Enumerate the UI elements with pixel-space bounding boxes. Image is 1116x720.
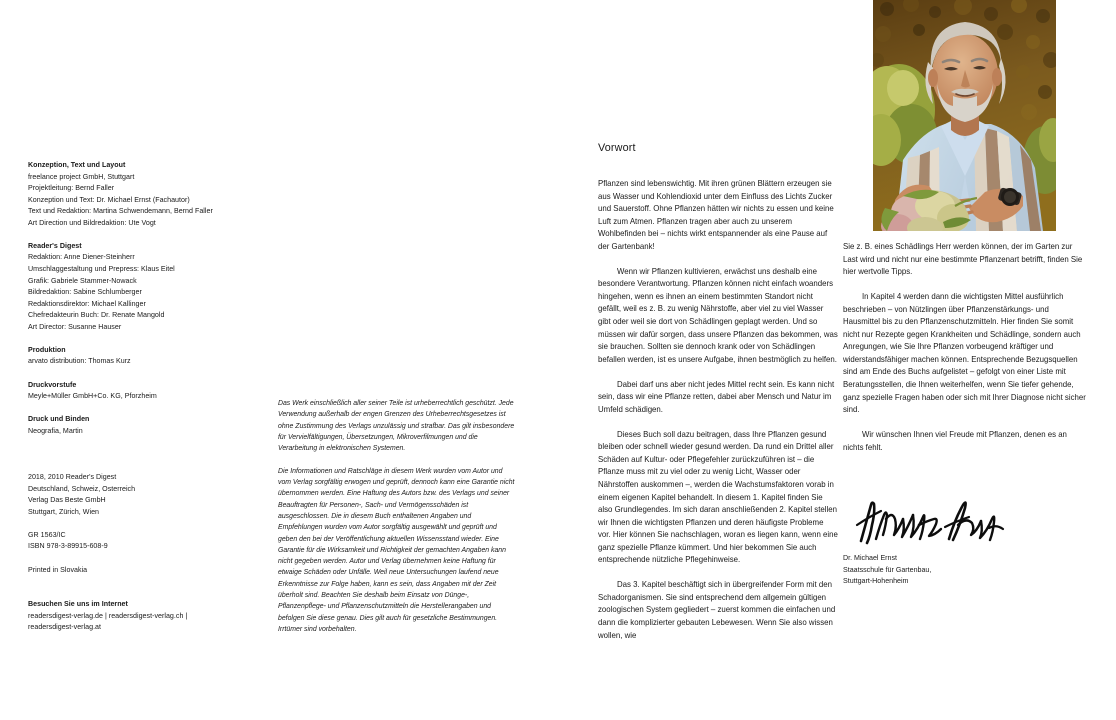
author-portrait-photo [873,0,1056,231]
isbn-line: ISBN 978-3-89915-608-9 [28,542,108,551]
handwritten-signature-icon [853,495,1008,547]
foreword-column-first [598,178,838,642]
imprint-column [28,160,268,634]
imprint-line: Meyle+Müller GmbH+Co. KG, Pforzheim [28,392,157,401]
imprint-line: Redaktion: Anne Diener-Steinherr [28,253,135,262]
copyright-line: Stuttgart, Zürich, Wien [28,507,100,516]
signature-block [843,495,1073,588]
imprint-heading: Konzeption, Text und Layout [28,161,126,169]
imprint-line: Chefredakteurin Buch: Dr. Renate Mangold [28,311,165,320]
imprint-identifiers [28,530,268,553]
copyright-line: 2018, 2010 Reader's Digest [28,473,117,482]
foreword-paragraph: Dabei darf uns aber nicht jedes Mittel recht sein. Es kann nicht sein, dass wir eine Pflanze retten, dabei aber Mensch und Natur im Umfeld schädigen. [598,379,835,414]
legal-notice-column [278,398,516,635]
author-location: Stuttgart-Hohenheim [843,577,909,585]
imprint-heading: Druck und Binden [28,415,90,424]
foreword-title: Vorwort [598,142,636,154]
imprint-heading: Produktion [28,345,66,354]
foreword-paragraph: Sie z. B. eines Schädlings Herr werden können, der im Garten zur Last wird und nicht nur eine bestimmte Pflanzenart betrifft, finden Sie hier wertvolle Tipps. [843,242,1083,277]
imprint-block-druckvorstufe [28,380,268,403]
copyright-line: Verlag Das Beste GmbH [28,496,106,505]
imprint-line: Konzeption und Text: Dr. Michael Ernst (Fachautor) [28,195,190,204]
identifier-line: GR 1563/IC [28,530,66,539]
website-link[interactable]: readersdigest-verlag.at [28,623,102,632]
foreword-paragraph: Wenn wir Pflanzen kultivieren, erwächst uns deshalb eine besondere Verantwortung. Pflanzen können nicht einfach woanders hingehen, wenn es ihnen an einem bestimmten Standort nicht gefällt, weil es z. B. zu wenig Nährstoffe, aber viel zu viel Wasser gibt oder weil sie dort von Schädlingen geplagt werden. Und so müssen wir dafür sorgen, dass unsere Pflanzen das bekommen, was sie brauchen. Sollten sie dennoch krank oder von Schädlingen befallen werden, ist es unsere Aufgabe, ihnen bestmöglich zu helfen. [598,266,838,364]
imprint-printed [28,565,268,577]
imprint-line: Neografia, Martin [28,426,83,435]
imprint-copyright [28,472,268,518]
imprint-line: Umschlaggestaltung und Prepress: Klaus Eitel [28,264,175,273]
imprint-spacer [28,461,268,473]
foreword-paragraph: Pflanzen sind lebenswichtig. Mit ihren grünen Blättern erzeugen sie aus Wasser und Kohlendioxid unter dem Einfluss des Lichts Zucker und Sauerstoff. Ohne Pflanzen hätten wir nichts zu essen und keine Luft zum Atmen. Pflanzen tragen aber auch zu unserem Wohlbefinden bei – nichts wirkt entspannender als eine Pause auf der Gartenbank! [598,179,834,251]
copyright-line: Deutschland, Schweiz, Osterreich [28,484,136,493]
imprint-line: Bildredaktion: Sabine Schlumberger [28,288,142,297]
foreword-column-second [843,241,1086,454]
imprint-line: Grafik: Gabriele Stammer-Nowack [28,276,137,285]
imprint-line: Redaktionsdirektor: Michael Kallinger [28,299,146,308]
author-name: Dr. Michael Ernst [843,554,898,562]
foreword-paragraph: Dieses Buch soll dazu beitragen, dass Ihre Pflanzen gesund bleiben oder schnell wieder gesund werden. Da rund ein Drittel aller Schäden auf Kultur- oder Pflegefehler zurückzuführen ist – die Pflanze muss mit zu viel oder zu wenig Licht, Wasser oder Nährstoffen auskommen –, werden die Wachstumsfaktoren vorab in einem eigenen Kapitel behandelt. In diesem 1. Kapitel finden Sie also Grundlegendes. Im sich daran anschließenden 2. Kapitel stellen wir Ihnen die wichtigsten Pflanzen und deren häufigste Probleme vor. Hier können Sie nachschlagen, woran es liegen kann, wenn eine ganz spezielle Pflanze kümmert. Und hier bekommen Sie auch entsprechende nützliche Pflegehinweise. [598,429,838,565]
imprint-heading: Druckvorstufe [28,380,77,389]
website-link[interactable]: readersdigest-verlag.de | readersdigest-verlag.ch | [28,611,188,620]
imprint-line: Art Direction und Bildredaktion: Ute Vogt [28,218,156,227]
signature-name-block [843,553,1073,588]
imprint-block-konzeption [28,160,268,229]
imprint-internet [28,599,268,634]
foreword-paragraph: Das 3. Kapitel beschäftigt sich in übergreifender Form mit den Schadorganismen. Sie sind entsprechend dem allgemein gültigen zoologischen System gegliedert – zuerst kommen die einfachen und dann die komplizierter gebauten Lebewesen. Wenn Sie also wissen wollen, wie [598,580,836,640]
imprint-line: Projektleitung: Bernd Faller [28,184,115,193]
printed-line: Printed in Slovakia [28,565,88,574]
legal-paragraph: Die Informationen und Ratschläge in diesem Werk wurden vom Autor und vom Verlag sorgfältig erwogen und geprüft, dennoch kann eine Garantie nicht übernommen werden. Eine Haftung des Autors bzw. des Verlags und seiner Beauftragten für Personen-, Sach- und Vermögensschäden ist ausgeschlossen. Die in diesem Buch enthaltenen Angaben und Empfehlungen wurden vom Autor sorgfältig ausgewählt und geprüft und geben den bei der Veröffentlichung aktuellen Wissensstand wieder. Eine Garantie für die Wirksamkeit und Richtigkeit der gemachten Angaben kann nicht gegeben werden. Autor und Verlag übernehmen keine Haftung für etwaige Schäden oder Unfälle. Weil neue Untersuchungen laufend neue Erkenntnisse zur Folge haben, kann es sein, dass Angaben mit der Zeit überholt sind. Beachten Sie deshalb beim Einsatz von Dünge-, Pflanzenpflege- und Pflanzenschutzmitteln die Herstellerangaben und befolgen Sie diese genau. Dies gilt auch für gesetzliche Bestimmungen. Irrtümer sind vorbehalten. [278,467,515,633]
legal-paragraph: Das Werk einschließlich aller seiner Teile ist urheberrechtlich geschützt. Jede Verwendung außerhalb der engen Grenzen des Urheberrechtsgesetzes ist ohne Zustimmung des Verlags unzulässig und strafbar. Das gilt insbesondere für Vervielfältigungen, Übersetzungen, Mikroverfilmungen und die Verarbeitung in elektronischen Systemen. [278,400,515,453]
author-portrait-illustration [873,0,1056,231]
imprint-line: Text und Redaktion: Martina Schwendemann, Bernd Faller [28,207,213,216]
author-affiliation: Staatsschule für Gartenbau, [843,565,932,574]
imprint-line: arvato distribution: Thomas Kurz [28,357,131,366]
foreword-paragraph: In Kapitel 4 werden dann die wichtigsten Mittel ausführlich beschrieben – von Nützlingen über Pflanzenstärkungs- und Hausmittel bis zu den Pflanzenschutzmitteln. Hier finden Sie somit nicht nur Rezepte gegen Krankheiten und Schädlinge, sondern auch Anregungen, wie Sie Ihre Pflanzen vorbeugend kräftiger und widerstandsfähiger machen können. Entsprechende Bezugsquellen sind am Ende des Buchs aufgelistet – gefolgt von einer Liste mit Beratungsstellen, die Ihnen weiterhelfen, wenn Sie tiefer gehende, ganz spezielle Fragen haben oder sich mit Ihrer Diagnose nicht sicher sind. [843,292,1086,415]
imprint-spacer [28,449,268,461]
imprint-heading: Reader's Digest [28,241,82,250]
foreword-paragraph: Wir wünschen Ihnen viel Freude mit Pflanzen, denen es an nichts fehlt. [843,430,1067,452]
internet-heading: Besuchen Sie uns im Internet [28,600,128,609]
imprint-spacer [28,588,268,600]
imprint-block-druck-und-binden [28,414,268,437]
imprint-line: Art Director: Susanne Hauser [28,322,122,331]
imprint-block-readers-digest [28,241,268,333]
imprint-line: freelance project GmbH, Stuttgart [28,172,135,181]
imprint-block-produktion [28,345,268,368]
